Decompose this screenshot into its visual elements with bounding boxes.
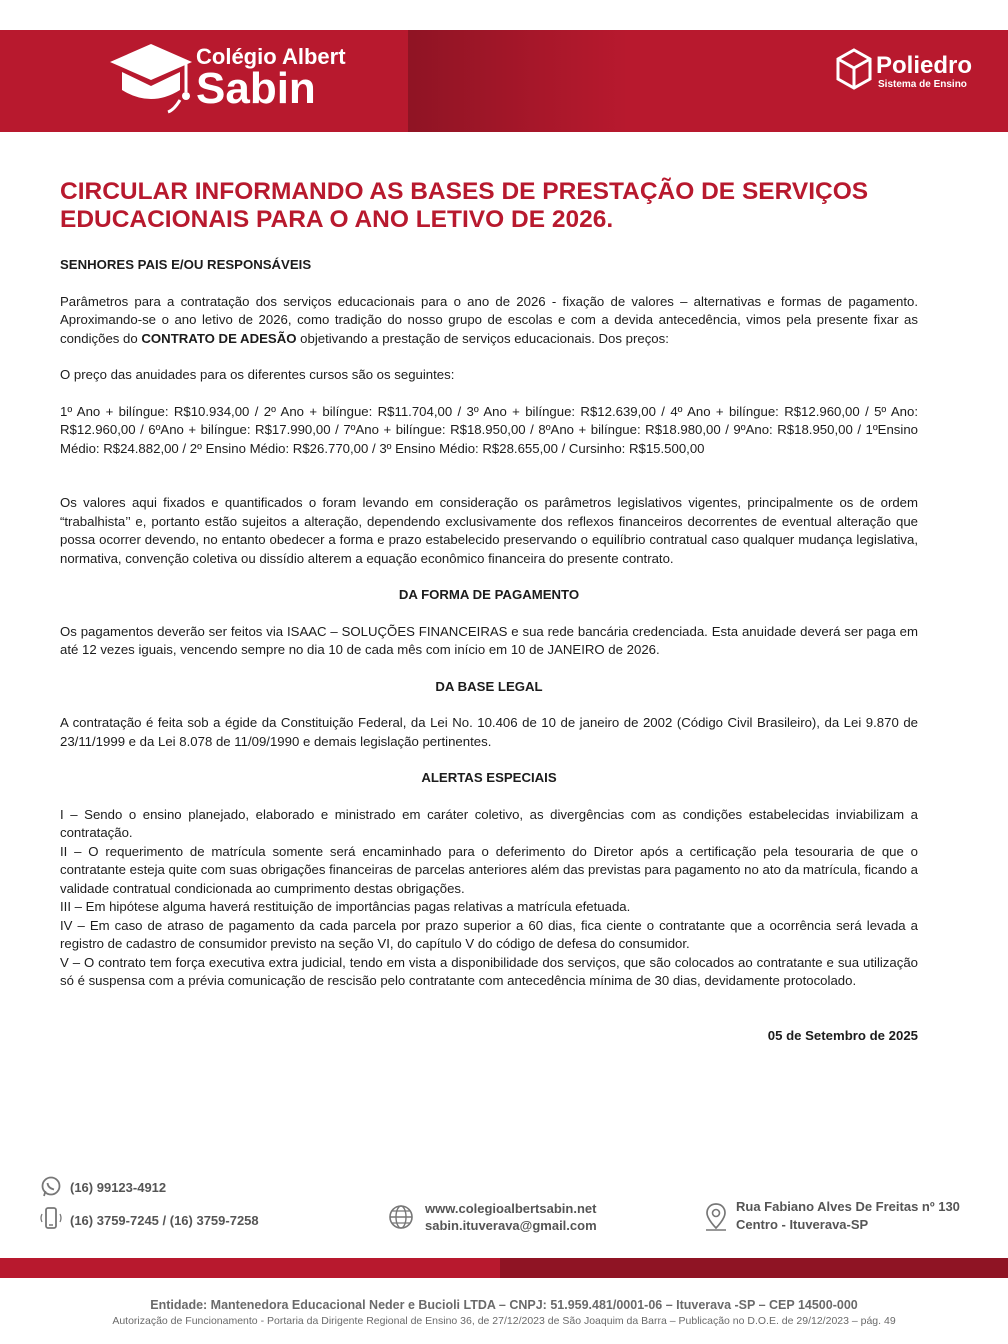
alert-item: I – Sendo o ensino planejado, elaborado e ministrado em caráter coletivo, as divergências com as condições estabelecidas inviabilizam a contratação. xyxy=(60,806,918,840)
values-paragraph: Os valores aqui fixados e quantificados o foram levando em consideração os parâmetros legislativos vigentes, principalmente os de ordem “trabalhista’’ e, portanto estão sujeitos a alteração, dependendo exclusivamente dos reflexos financeiros decorrentes de eventual alteração que possa ocorrer devendo, no entanto obedecer a forma e prazo estabelecido preservando o equilíbrio contratual caso qualquer mudança legislativa, normativa, convenção coletiva ou dissídio alterem a equação econômico financeira do presente contrato. xyxy=(60,495,918,566)
intro-paragraph xyxy=(60,293,918,349)
footer-contacts xyxy=(0,1172,1008,1242)
prices-list: 1º Ano + bilíngue: R$10.934,00 / 2º Ano + bilíngue: R$11.704,00 / 3º Ano + bilíngue: R$12.639,00 / 4º Ano + bilíngue: R$12.960,00 / 5º Ano: R$12.960,00 / 6ºAno + bilíngue: R$17.990,00 / 7ºAno + bilíngue: R$18.950,00 / 8ºAno + bilíngue: R$18.980,00 / 9ºAno: R$18.950,00 / 1ºEnsino Médio: R$24.882,00 / 2º Ensino Médio: R$26.770,00 / 3º Ensino Médio: R$28.655,00 / Cursinho: R$15.500,00 xyxy=(60,403,918,456)
colegio-albert-sabin-logo xyxy=(108,42,348,116)
phone-icon xyxy=(38,1206,64,1232)
salutation: SENHORES PAIS E/OU RESPONSÁVEIS xyxy=(60,257,312,272)
header-band-middle xyxy=(408,30,628,132)
website-link[interactable]: www.colegioalbertsabin.net xyxy=(425,1201,597,1216)
title-line-1: CIRCULAR INFORMANDO AS BASES DE PRESTAÇÃO DE SERVIÇOS xyxy=(60,178,869,205)
poliedro-name: Poliedro xyxy=(876,52,973,79)
alerts-heading: ALERTAS ESPECIAIS xyxy=(421,770,557,785)
alert-item: V – O contrato tem força executiva extra judicial, tendo em vista a disponibilidade dos serviços, que são colocados ao contratante e sua utilização só é suspensa com a prévia comunicação de rescisão pelo contratante com antecedência mínima de 30 dias, devidamente protocolado. xyxy=(60,954,918,988)
address-line-1: Rua Fabiano Alves De Freitas nº 130 xyxy=(736,1199,960,1214)
whatsapp-number: (16) 99123-4912 xyxy=(70,1180,167,1195)
document-title xyxy=(60,178,940,234)
intro-text-1: Parâmetros para a contratação dos serviços educacionais para o ano de 2026 - fixação de valores – alternativas e formas de pagamento. Aproximando-se o ano letivo de 2026, como tradição do nosso grupo de escolas e com a devida antecedência, vimos pela presente fixar as condições do xyxy=(60,293,918,346)
document-body xyxy=(60,256,918,1045)
alert-item: IV – Em caso de atraso de pagamento da cada parcela por prazo superior a 60 dias, fica ciente o contratante que a ocorrência será levada a registro de cadastro de consumidor previsto na seção VI, do capítulo V do código de defesa do consumidor. xyxy=(60,917,918,951)
prices-intro: O preço das anuidades para os diferentes cursos são os seguintes: xyxy=(60,367,455,382)
payment-heading: DA FORMA DE PAGAMENTO xyxy=(398,587,580,602)
intro-bold-text: CONTRATO DE ADESÃO xyxy=(141,330,297,346)
payment-paragraph: Os pagamentos deverão ser feitos via ISAAC – SOLUÇÕES FINANCEIRAS e sua rede bancária credenciada. Esta anuidade deverá ser paga em até 12 vezes iguais, vencendo sempre no dia 10 de cada mês com início em 10 de JANEIRO de 2026. xyxy=(60,623,918,657)
phone-numbers: (16) 3759-7245 / (16) 3759-7258 xyxy=(70,1213,259,1228)
alert-item: II – O requerimento de matrícula somente será encaminhado para o deferimento do Diretor após a certificação pela tesouraria de que o contratante esteja quite com suas obrigações financeiras de parcelas anteriores além das previstas para pagamento no ato da matrícula, ficando a validade contratual condicionada ao cumprimento destas obrigações. xyxy=(60,843,918,896)
globe-icon xyxy=(388,1204,414,1230)
poliedro-logo xyxy=(836,48,986,96)
authorization-info: Autorização de Funcionamento - Portaria da Dirigente Regional de Ensino 36, de 27/12/2023 de São Joaquim da Barra – Publicação no D.O.E. de 29/12/2023 – pág. 49 xyxy=(112,1315,896,1327)
email-link[interactable]: sabin.ituverava@gmail.com xyxy=(425,1218,597,1233)
entity-info: Entidade: Mantenedora Educacional Neder e Bucioli LTDA – CNPJ: 51.959.481/0001-06 – Ituverava -SP – CEP 14500-000 xyxy=(150,1298,858,1312)
logo-line-1: Colégio Albert xyxy=(196,44,346,69)
legal-paragraph: A contratação é feita sob a égide da Constituição Federal, da Lei No. 10.406 de 10 de janeiro de 2002 (Código Civil Brasileiro), da Lei 9.870 de 23/11/1999 e da Lei 8.078 de 11/09/1990 e demais legislação pertinentes. xyxy=(60,715,918,749)
footer-band-left xyxy=(0,1258,500,1278)
graduation-cap-icon xyxy=(108,42,194,116)
intro-text-2: objetivando a prestação de serviços educacionais. Dos preços: xyxy=(296,330,669,346)
cube-icon xyxy=(836,48,872,90)
title-line-2: EDUCACIONAIS PARA O ANO LETIVO DE 2026. xyxy=(60,206,614,233)
alert-item: III – Em hipótese alguma haverá restituição de importâncias pagas relativas a matrícula efetuada. xyxy=(60,899,631,914)
document-date: 05 de Setembro de 2025 xyxy=(767,1027,918,1043)
location-pin-icon xyxy=(704,1202,728,1232)
whatsapp-icon xyxy=(40,1176,62,1198)
poliedro-subtitle: Sistema de Ensino xyxy=(878,79,967,90)
legal-heading: DA BASE LEGAL xyxy=(435,678,543,694)
address-line-2: Centro - Ituverava-SP xyxy=(736,1217,869,1232)
logo-line-2: Sabin xyxy=(196,64,316,113)
footer-band-right xyxy=(500,1258,1008,1278)
